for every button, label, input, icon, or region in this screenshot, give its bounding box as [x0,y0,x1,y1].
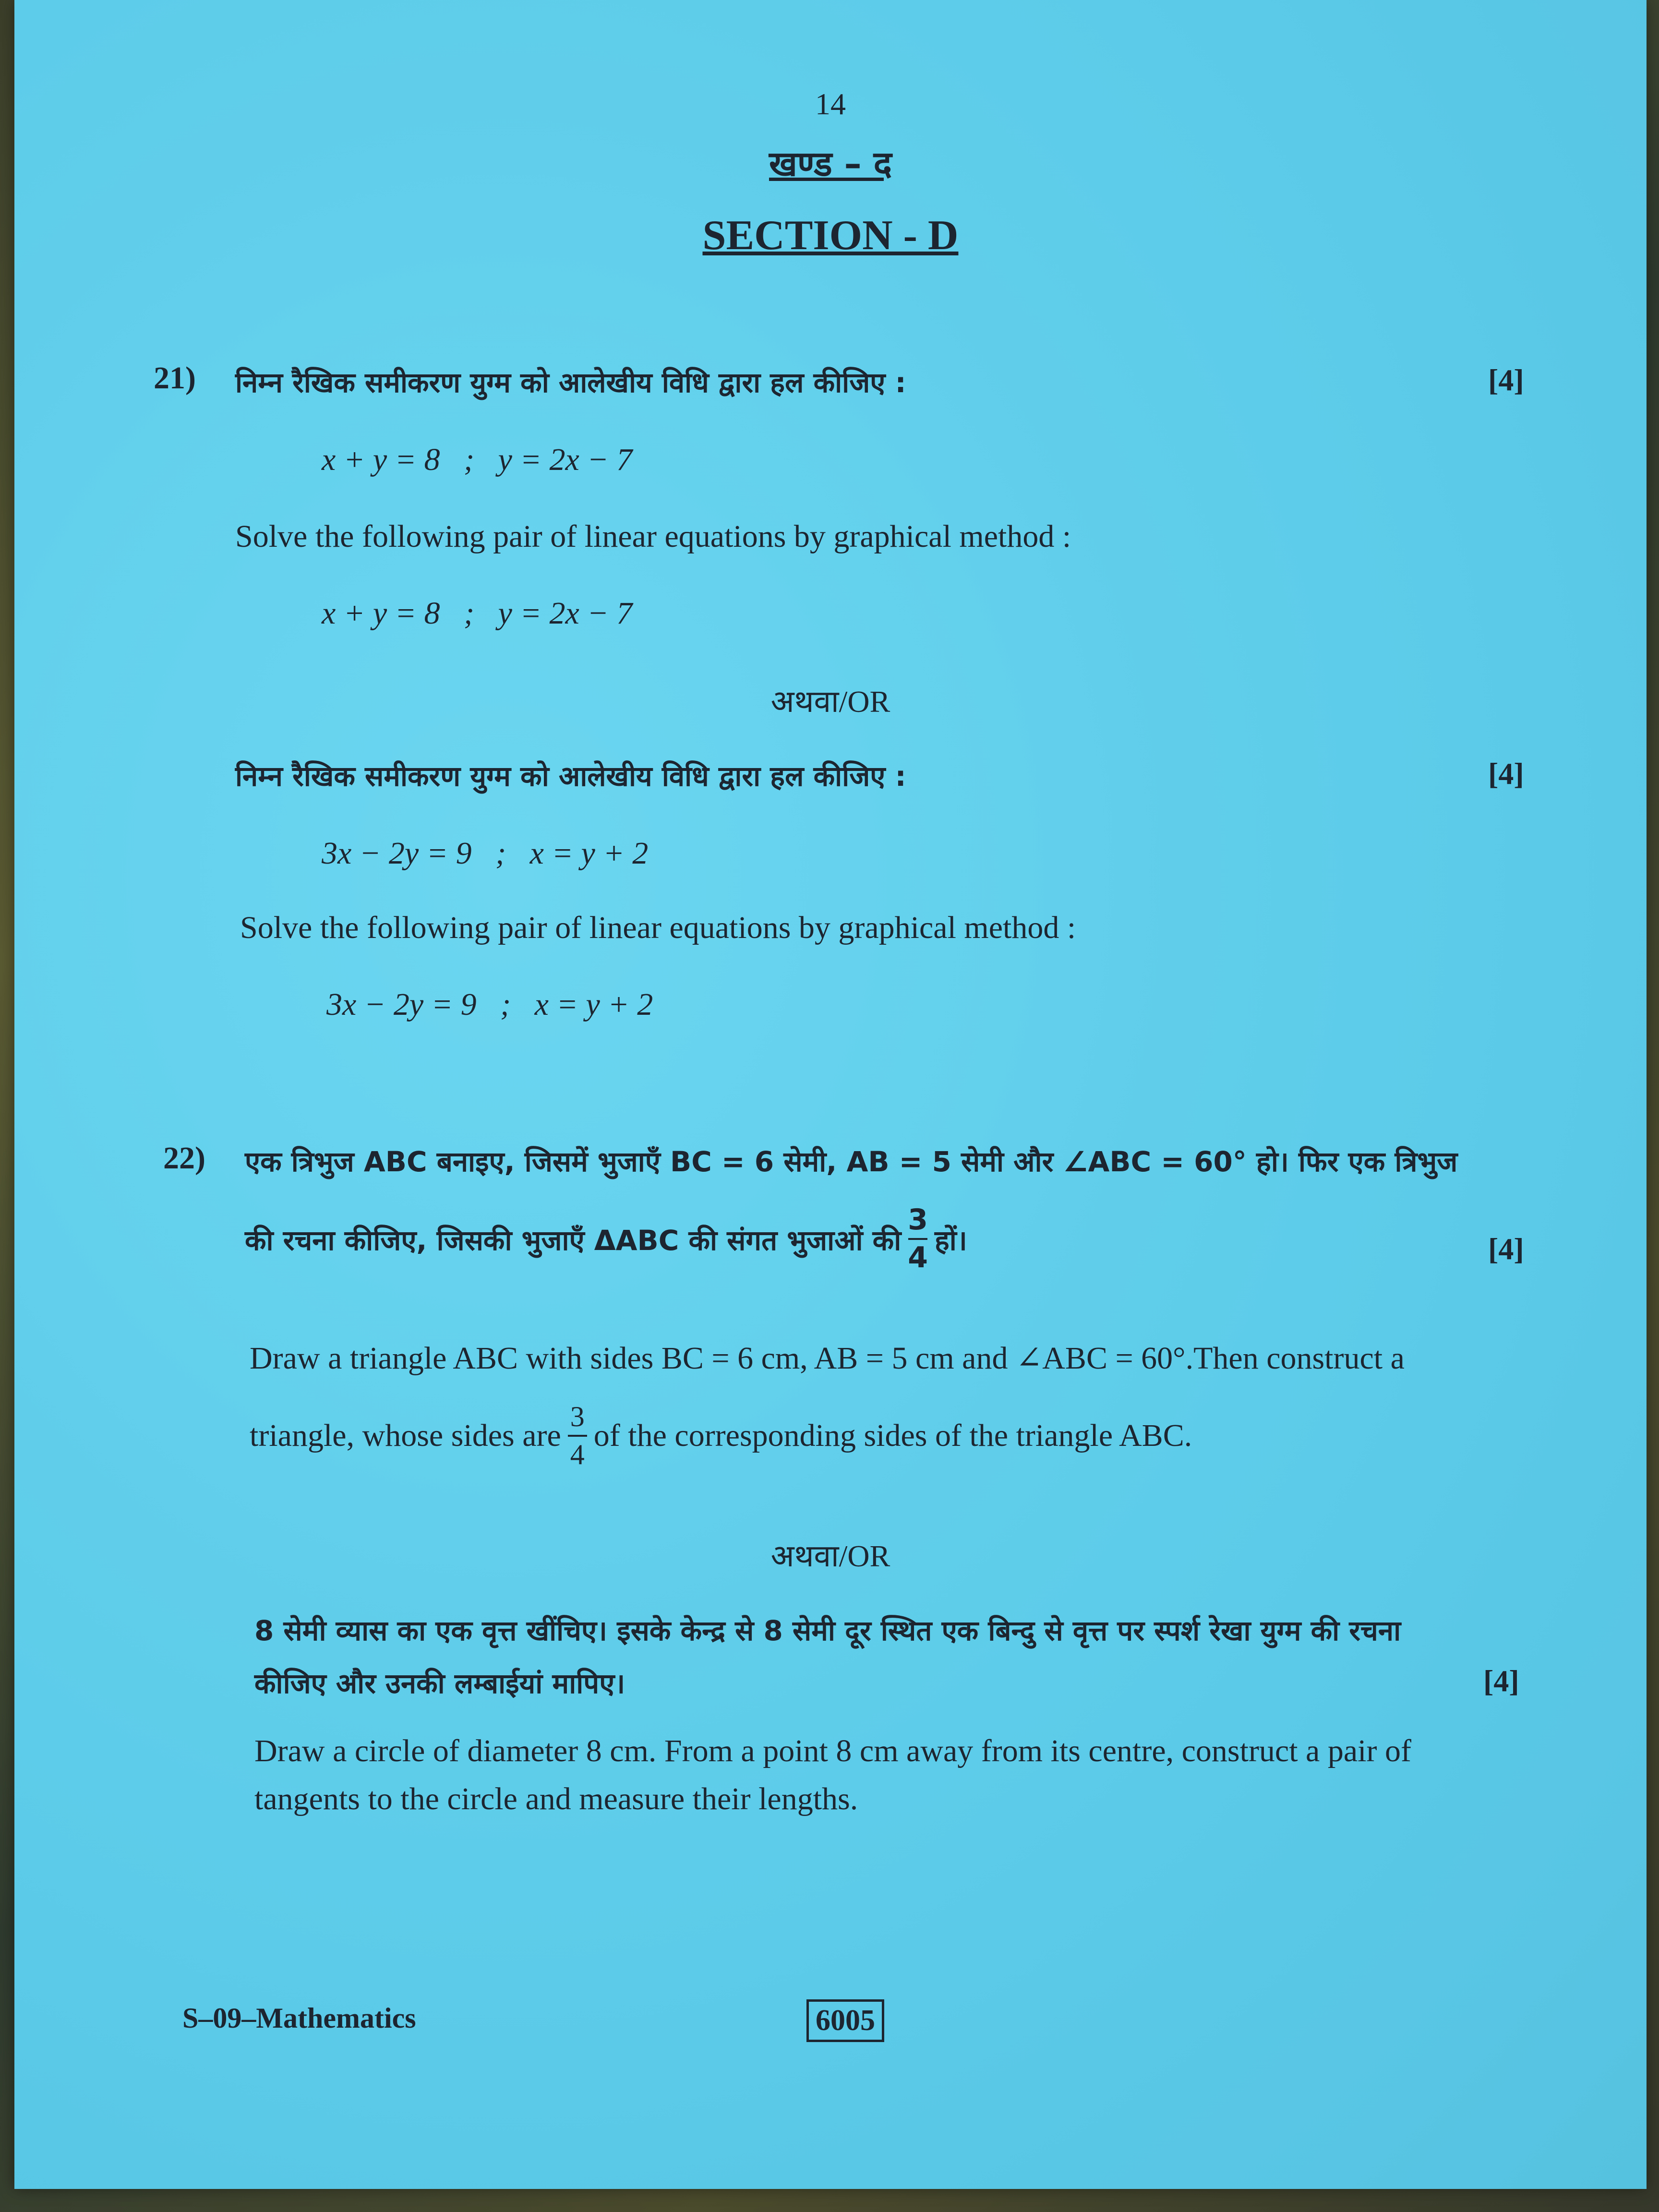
q22-marks: [4] [1488,1232,1524,1266]
q22-english-line2-part-b: of the corresponding sides of the triangle ABC. [593,1418,1192,1453]
q21-equation-english: x + y = 8 ; y = 2x − 7 [322,596,633,631]
q22-hindi-fraction [908,1205,928,1273]
q22-hindi-line2 [245,1205,967,1273]
q22-hindi-line2-part-b: हों। [935,1224,967,1257]
q22-hindi-line1: एक त्रिभुज ABC बनाइए, जिसमें भुजाएँ BC = 6 सेमी, AB = 5 सेमी और ∠ABC = 60° हो। फिर एक त्रिभुज [245,1145,1458,1178]
footer-subject-code: S–09–Mathematics [182,2002,416,2034]
fraction-denominator: 4 [908,1241,928,1274]
q21-alt-equation-english: 3x − 2y = 9 ; x = y + 2 [326,987,653,1022]
fraction-bar [568,1435,587,1437]
fraction-bar [908,1238,927,1240]
q22-hindi-line2-part-a: की रचना कीजिए, जिसकी भुजाएँ ΔABC की संगत भुजाओं की [245,1224,902,1257]
section-hindi-heading: खण्ड – द [769,144,892,184]
exam-page [14,0,1647,2189]
q22-alt-english-line2: tangents to the circle and measure their lengths. [254,1781,858,1816]
q21-alt-hindi-instruction: निम्न रैखिक समीकरण युग्म को आलेखीय विधि द्वारा हल कीजिए : [235,760,906,793]
section-hindi-wrap [14,139,1647,186]
q21-hindi-instruction: निम्न रैखिक समीकरण युग्म को आलेखीय विधि द्वारा हल कीजिए : [235,366,906,399]
section-title: SECTION - D [702,212,959,259]
footer-paper-code: 6005 [806,1999,884,2042]
q21-alt-equation-hindi: 3x − 2y = 9 ; x = y + 2 [322,836,649,871]
q22-english-line1: Draw a triangle ABC with sides BC = 6 cm, AB = 5 cm and ∠ABC = 60°.Then construct a [250,1341,1405,1376]
q22-number: 22) [163,1141,205,1176]
q22-alt-hindi-line2: कीजिए और उनकी लम्बाईयां मापिए। [254,1667,625,1700]
q22-english-line2-part-a: triangle, whose sides are [250,1418,561,1453]
q21-alt-marks: [4] [1488,757,1524,791]
page-number: 14 [815,87,846,121]
q21-equation-hindi: x + y = 8 ; y = 2x − 7 [322,442,633,477]
q22-english-line2 [250,1402,1192,1470]
q22-alt-english-line1: Draw a circle of diameter 8 cm. From a point 8 cm away from its centre, construct a pair of [254,1733,1411,1768]
q22-english-fraction [568,1402,587,1470]
q22-alt-marks: [4] [1483,1664,1519,1698]
q21-alt-english-instruction: Solve the following pair of linear equations by graphical method : [240,910,1076,945]
q21-english-instruction: Solve the following pair of linear equations by graphical method : [235,519,1071,554]
q21-marks: [4] [1488,363,1524,397]
q21-or-label: अथवा/OR [770,685,890,719]
q21-number: 21) [154,361,196,396]
q22-or-label: अथवा/OR [770,1539,890,1573]
q22-alt-hindi-line1: 8 सेमी व्यास का एक वृत्त खींचिए। इसके केन्द्र से 8 सेमी दूर स्थित एक बिन्दु से वृत्त पर स्पर्श रेखा युग्म की रचना [254,1614,1401,1647]
fraction-numerator: 3 [908,1203,928,1237]
fraction-denominator: 4 [570,1439,585,1470]
fraction-numerator: 3 [570,1401,585,1432]
